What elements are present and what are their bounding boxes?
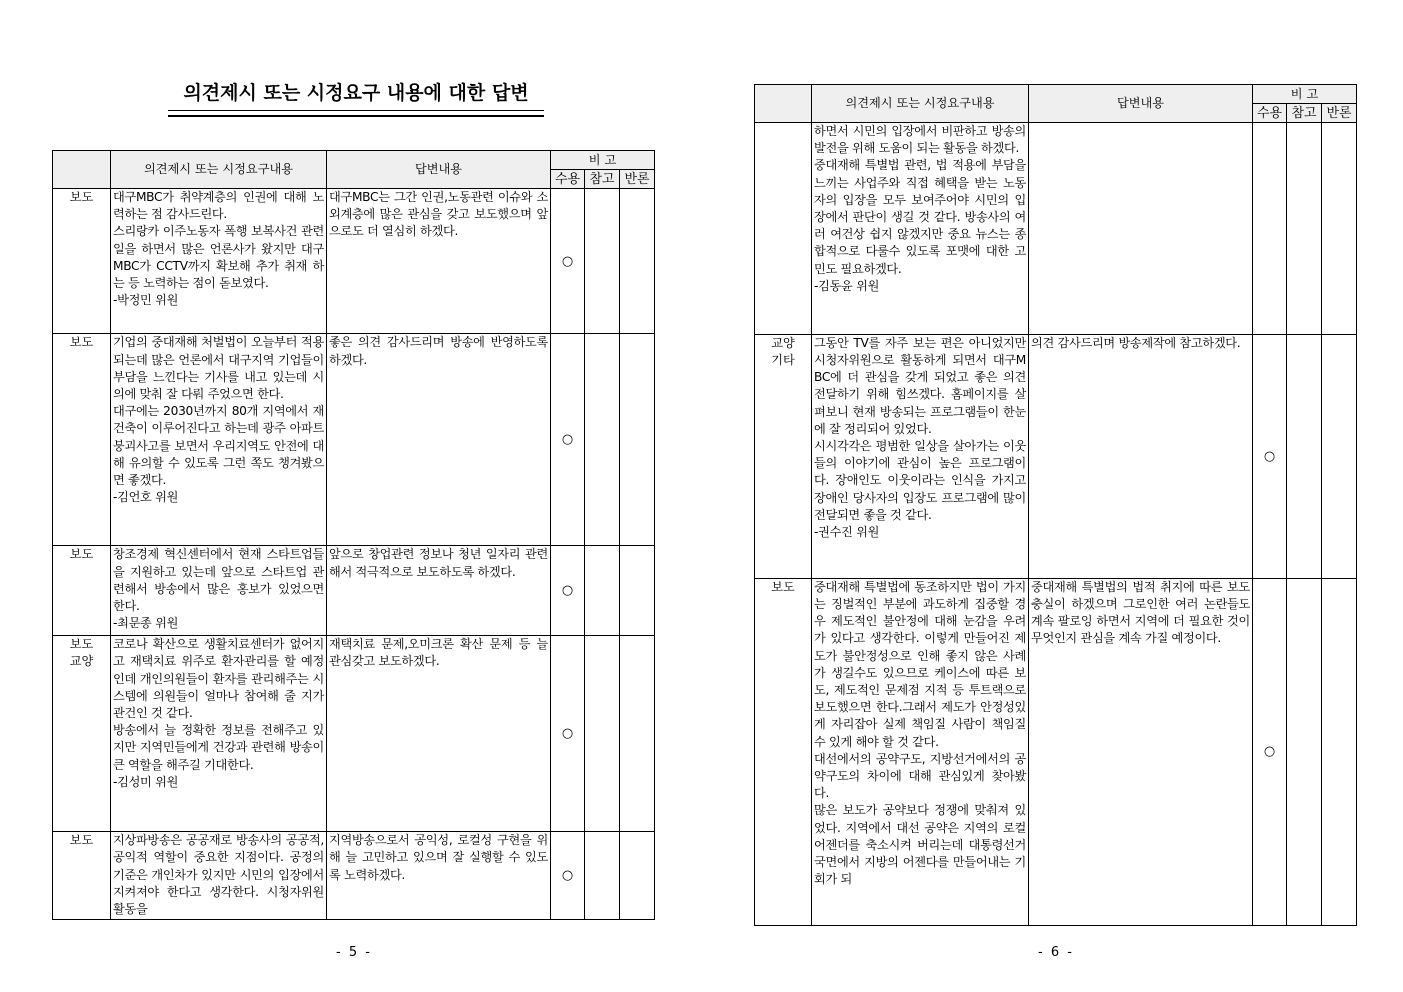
row-reference-mark [585,832,620,920]
row-reject-mark [620,334,655,546]
category-line: 보도 [69,833,94,848]
left-answer-table [52,150,655,920]
opinion-paragraph: 하면서 시민의 입장에서 비판하고 방송의 발전을 위해 도움이 되는 활동을 하겠다. [814,124,1026,156]
opinion-paragraph: 대선에서의 공약구도, 지방선거에서의 공약구도의 차이에 대해 관심있게 찾아봤다. [814,751,1026,801]
row-accept-mark: ○ [551,636,585,832]
table-row [53,189,655,334]
row-reject-mark [620,832,655,920]
table-row [755,123,1357,335]
opinion-paragraph: 코로나 확산으로 생활치료센터가 없어지고 재택치료 위주로 환자관리를 할 예정인데 개인의원들이 환자를 관리해주는 시스템에 의원들이 얼마나 참여해 줄 지가 관건인 것 같다. [113,637,324,721]
row-category [53,832,111,920]
category-line: 보도 [69,190,94,204]
category-line: 보도 [771,579,795,594]
row-reject-mark [620,189,655,334]
row-opinion [111,189,327,334]
row-accept-mark: ○ [1253,334,1287,578]
header-opinion: 의견제시 또는 시정요구내용 [812,85,1029,123]
row-category [755,578,812,925]
row-accept-mark [1253,123,1287,335]
row-category [53,636,111,832]
page-number-left: - 5 - [336,945,372,960]
category-line: 교양 [771,335,795,350]
header-accept: 수용 [1253,104,1287,123]
row-reject-mark [620,546,655,636]
row-accept-mark: ○ [1253,578,1287,925]
header-remarks: 비 고 [551,151,655,170]
opinion-paragraph: 기업의 중대재해 처벌법이 오늘부터 적용되는데 많은 언론에서 대구지역 기업들이 부담을 느낀다는 기사를 내고 있는데 시의에 맞춰 잘 다뤄 주었으면 한다. [113,335,324,401]
row-reference-mark [1287,123,1322,335]
page-number-right: - 6 - [1038,945,1074,960]
row-answer: 지역방송으로서 공익성, 로컬성 구현을 위해 늘 고민하고 있으며 잘 실행할 수 있도록 노력하겠다. [327,832,551,920]
row-reference-mark [1287,578,1322,925]
row-accept-mark: ○ [551,334,585,546]
row-accept-mark: ○ [551,189,585,334]
opinion-paragraph: 방송에서 늘 정확한 정보를 전해주고 있지만 지역민들에게 건강과 관련해 방송이 큰 역할을 해주길 기대한다. [113,723,324,772]
opinion-paragraph: -김동윤 위원 [814,278,880,293]
row-answer: 대구MBC는 그간 인권,노동관련 이슈와 소외계층에 많은 관심을 갖고 보도했으며 앞으로도 더 열심히 하겠다. [327,189,551,334]
row-opinion [111,334,327,546]
opinion-paragraph: 많은 보도가 공약보다 정쟁에 맞춰져 있었다. 지역에서 대선 공약은 지역의 로컬어젠더를 축소시켜 버리는데 대통령선거 국면에서 지방의 어젠다를 만들어내는 기회가 되 [814,803,1026,887]
left-page-title: 의견제시 또는 시정요구 내용에 대한 답변 [183,82,529,104]
row-category [755,123,812,335]
row-reference-mark [585,636,620,832]
right-answer-table [754,84,1357,926]
table-row [53,546,655,636]
category-line: 보도 [69,637,94,652]
row-reference-mark [585,189,620,334]
opinion-paragraph: -김언호 위원 [113,490,179,505]
title-underline [168,110,544,117]
row-opinion [111,832,327,920]
row-category [53,334,111,546]
category-line: 기타 [771,352,795,367]
row-category [53,546,111,636]
opinion-paragraph: 지상파방송은 공공재로 방송사의 공공적,공익적 역할이 중요한 지점이다. 공정의 기준은 개인차가 있지만 시민의 입장에서 지켜져야 한다고 생각한다. 시청자위원 활동을 [113,833,324,916]
row-category [53,189,111,334]
header-opinion: 의견제시 또는 시정요구내용 [111,151,327,189]
row-answer: 의견 감사드리며 방송제작에 참고하겠다. [1029,334,1253,578]
header-reject: 반론 [1322,104,1357,123]
opinion-paragraph: -최문종 위원 [113,616,179,631]
row-answer [1029,123,1253,335]
row-accept-mark: ○ [551,832,585,920]
row-opinion [111,636,327,832]
opinion-paragraph: 중대재해 특별법 관련, 법 적용에 부담을 느끼는 사업주와 직접 혜택을 받는 노동자의 입장을 모두 보여주어야 시민의 입장에서 판단이 생길 것 같다. 방송사의 여러 여건상 쉽지 않겠지만 중요 뉴스는 종합적으로 다룰수 있도록 포맷에 대한 고민도 필요하겠다. [814,158,1026,276]
row-answer: 재택치료 문제,오미크론 확산 문제 등 늘 관심갖고 보도하겠다. [327,636,551,832]
header-reject: 반론 [620,170,655,189]
row-reject-mark [620,636,655,832]
header-answer: 답변내용 [1029,85,1253,123]
row-answer: 중대재해 특별법의 법적 취지에 따른 보도 충실이 하겠으며 그로인한 여러 논란들도 계속 팔로잉 하면서 지역에 더 필요한 것이 무엇인지 관심을 계속 가질 예정이다. [1029,578,1253,925]
row-accept-mark: ○ [551,546,585,636]
row-opinion [812,334,1029,578]
table-row [53,832,655,920]
row-opinion [812,123,1029,335]
opinion-paragraph: 대구에는 2030년까지 80개 지역에서 재건축이 이루어진다고 하는데 광주 아파트 붕괴사고를 보면서 우리지역도 안전에 대해 유의할 수 있도록 그런 쪽도 챙겨봤으면 좋겠다. [113,404,324,487]
opinion-paragraph: 창조경제 혁신센터에서 현재 스타트업들을 지원하고 있는데 앞으로 스타트업 관련해서 방송에서 많은 홍보가 있었으면 한다. [113,547,324,613]
row-answer: 좋은 의견 감사드리며 방송에 반영하도록 하겠다. [327,334,551,546]
opinion-paragraph: 스리랑카 이주노동자 폭행 보복사건 관련 일을 하면서 많은 언론사가 왔지만 대구MBC가 CCTV까지 확보해 추가 취재 하는 등 노력하는 점이 돋보였다. [113,224,324,291]
row-reference-mark [585,334,620,546]
row-reference-mark [1287,334,1322,578]
row-reject-mark [1322,334,1357,578]
opinion-paragraph: -김성미 위원 [113,774,179,789]
opinion-paragraph: 시시각각은 평범한 일상을 살아가는 이웃들의 이야기에 관심이 높은 프로그램이다. 장애인도 이웃이라는 인식을 가지고 장애인 당사자의 입장도 프로그램에 많이 전달되면 좋을 것 같다. [814,439,1026,522]
category-line: 보도 [69,547,94,562]
opinion-paragraph: 그동안 TV를 자주 보는 편은 아니었지만 시청자위원으로 활동하게 되면서 대구MBC에 더 관심을 갖게 되었고 좋은 의견 전달하기 위해 힘쓰겠다. 홈페이지를 살펴보니 현재 방송되는 프로그램들이 한눈에 잘 정리되어 있었다. [814,335,1026,436]
row-reject-mark [1322,123,1357,335]
header-accept: 수용 [551,170,585,189]
table-row [53,334,655,546]
header-reference: 참고 [585,170,620,189]
row-reject-mark [1322,578,1357,925]
header-category [53,151,111,189]
row-category [755,334,812,578]
row-opinion [812,578,1029,925]
category-line: 교양 [69,654,94,669]
opinion-paragraph: -박정민 위원 [113,293,179,308]
opinion-paragraph: 대구MBC가 취약계층의 인권에 대해 노력하는 점 감사드린다. [113,190,324,222]
header-category [755,85,812,123]
row-answer: 앞으로 창업관련 정보나 청년 일자리 관련해서 적극적으로 보도하도록 하겠다. [327,546,551,636]
row-opinion [111,546,327,636]
table-row [755,334,1357,578]
header-answer: 답변내용 [327,151,551,189]
header-remarks: 비 고 [1253,85,1357,104]
header-reference: 참고 [1287,104,1322,123]
table-row [755,578,1357,925]
row-reference-mark [585,546,620,636]
category-line: 보도 [69,335,94,350]
opinion-paragraph: 중대재해 특별법에 동조하지만 법이 가지는 징벌적인 부분에 과도하게 집중할 경우 제도적인 불안정에 대해 눈감을 우려가 있다고 생각한다. 이렇게 만들어진 제도가 불안정성으로 인해 좋지 않은 사례가 생길수도 있으므로 케이스에 따른 보도, 제도적인 문제점 지적 등 투트랙으로 보도했으면 한다.그래서 제도가 안정성있게 자리잡아 실제 책임질 사람이 책임질수 있게 해야 할 것 같다. [814,579,1026,749]
opinion-paragraph: -권수진 위원 [814,525,880,540]
table-row [53,636,655,832]
